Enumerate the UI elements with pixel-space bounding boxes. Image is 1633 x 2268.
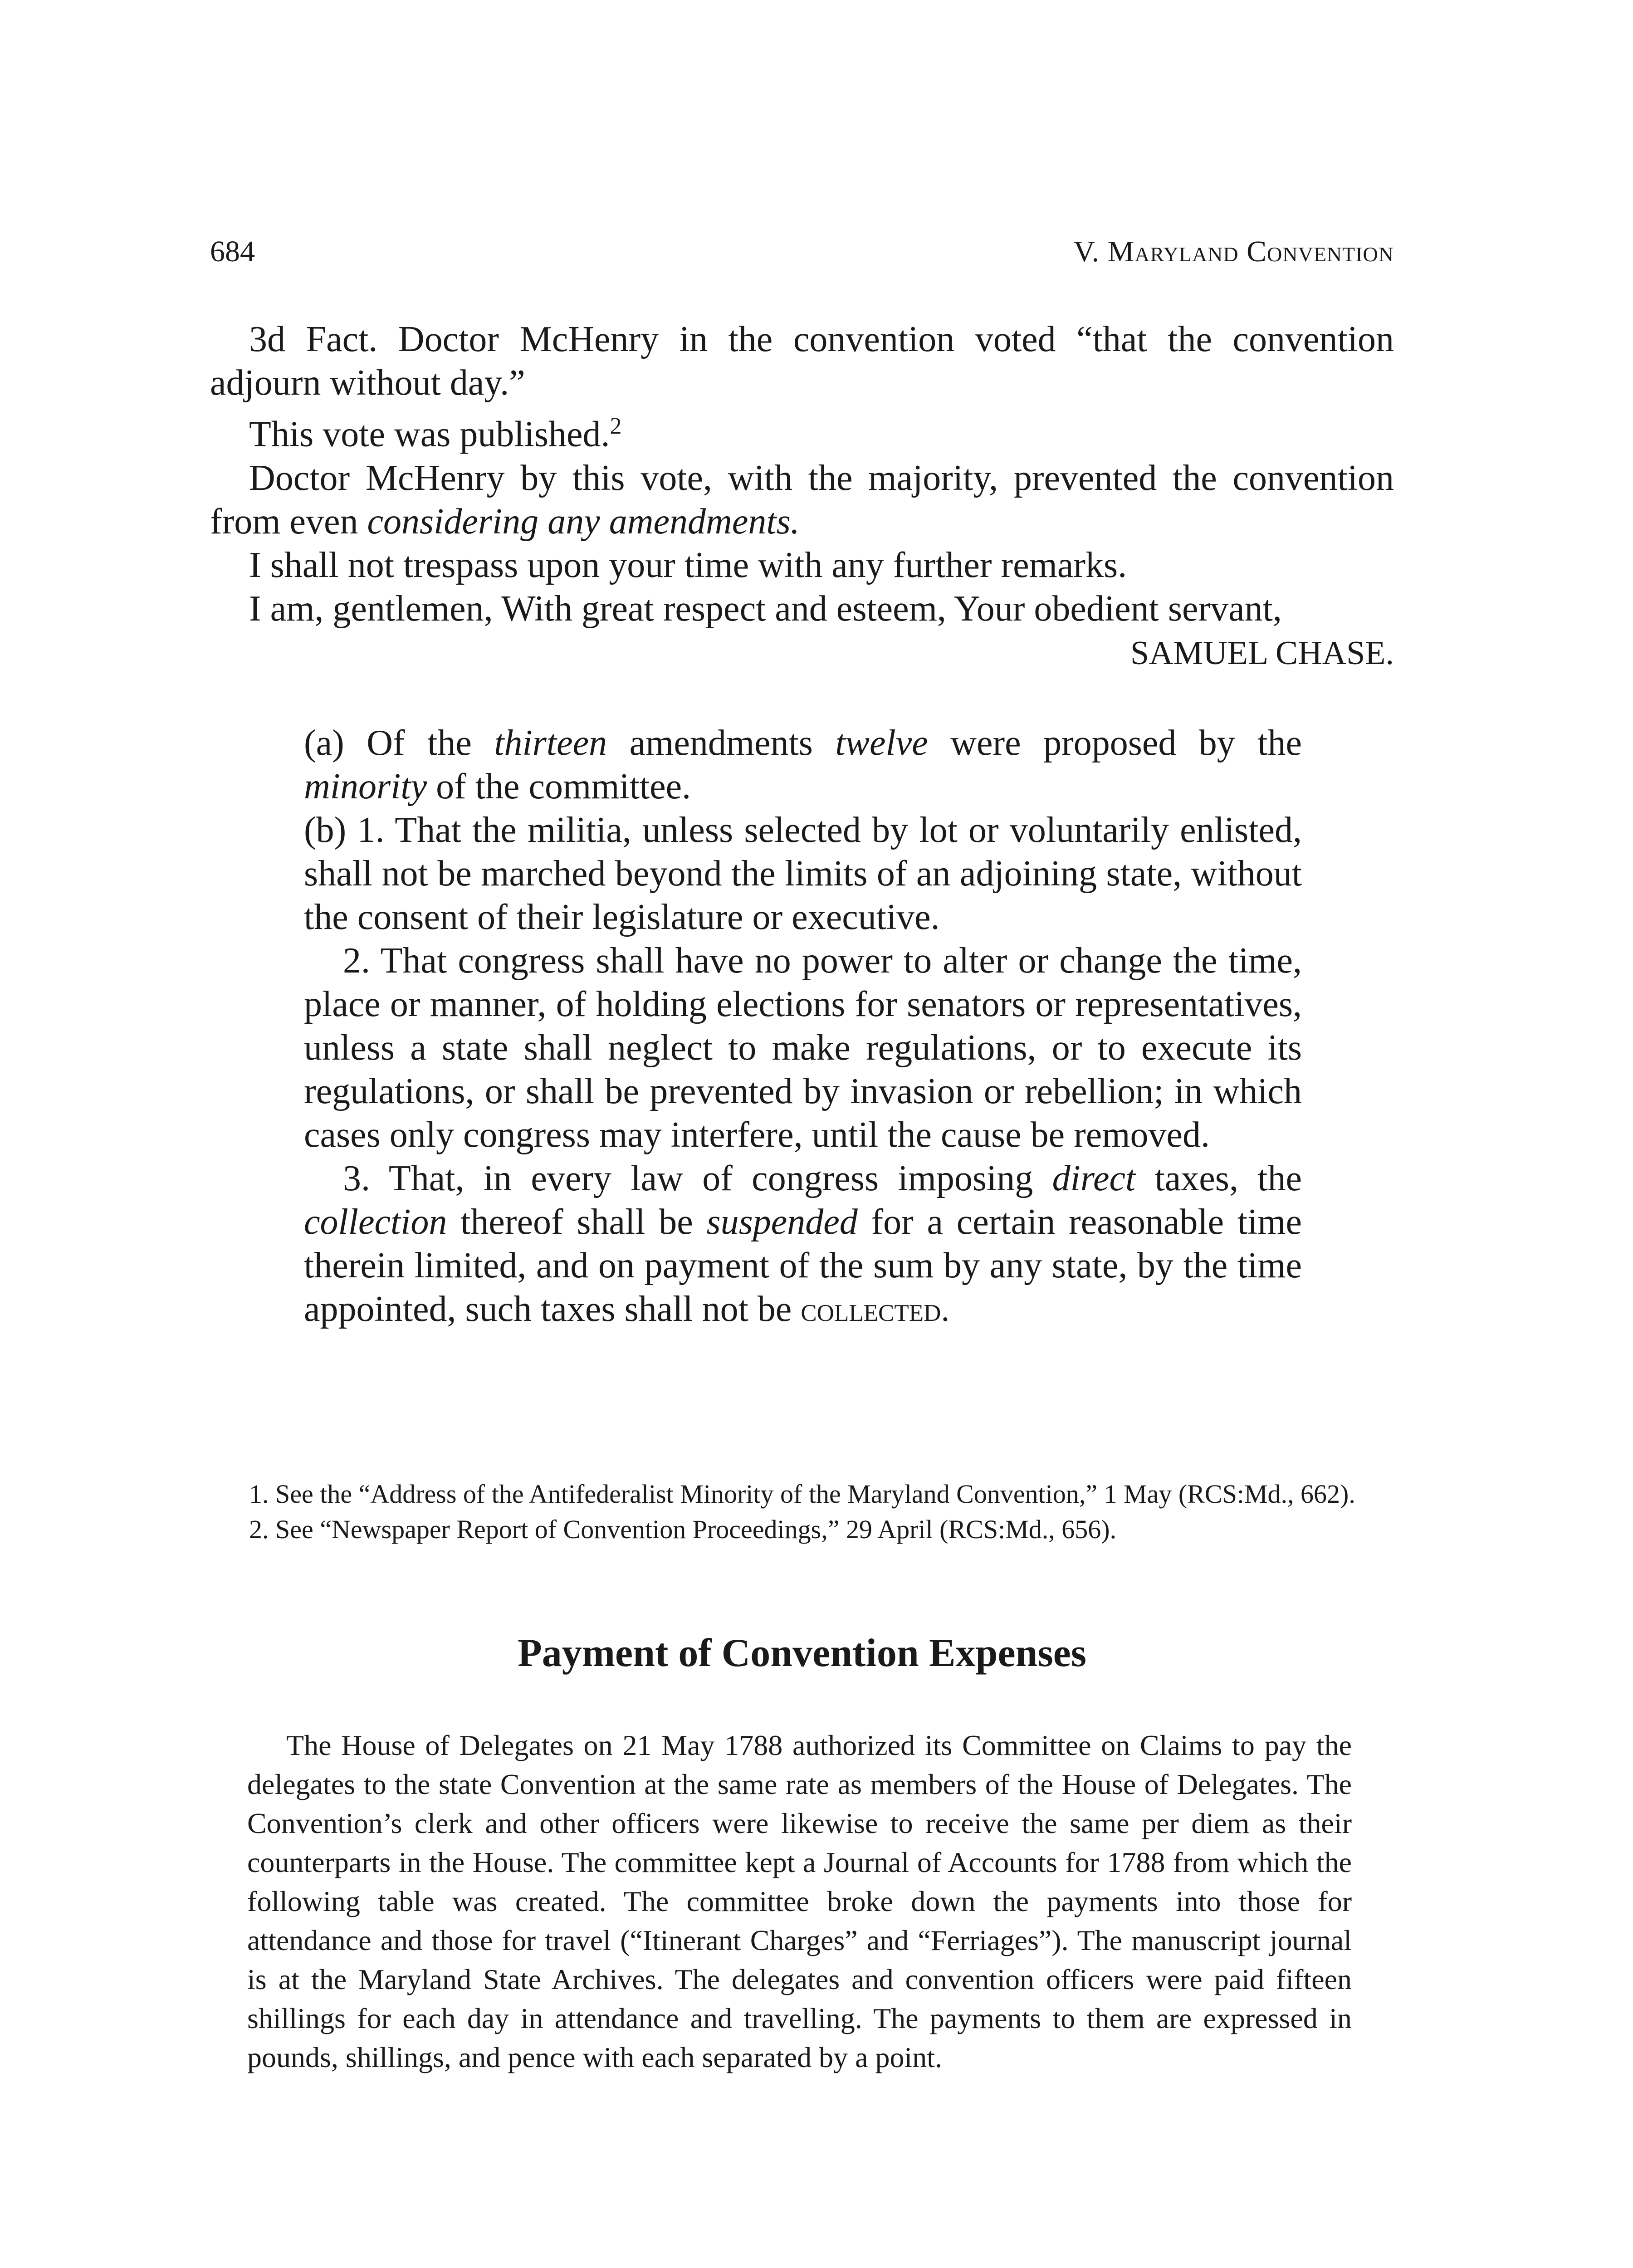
running-head-title: V. Maryland Convention: [1073, 235, 1394, 268]
section-body: [247, 1726, 1352, 2077]
page-number: 684: [210, 235, 255, 268]
published-paragraph: This vote was published.$^2$: [249, 413, 622, 455]
footnote-1: 1. See the “Address of the Antifederalist Minority of the Maryland Convention,” 1 May (RCS:Md., 662).: [249, 1479, 1355, 1509]
running-head: [210, 227, 1394, 277]
note-a: (a) Of the thirteen amendments twelve were proposed by the minority of the committee.: [304, 723, 1302, 807]
trespass-paragraph: I shall not trespass upon your time with any further remarks.: [249, 545, 1127, 585]
author-notes: [304, 721, 1302, 1331]
section-heading: Payment of Convention Expenses: [517, 1631, 1087, 1675]
note-b-1: (b) 1. That the militia, unless selected by lot or voluntarily enlisted, shall not be marched beyond the limits of an adjoining state, without the consent of their legislature or executive.: [304, 810, 1302, 937]
note-b-2: 2. That congress shall have no power to alter or change the time, place or manner, of holding elections for senators or representatives, unless a state shall neglect to make regulations, or to execute its regulations, or shall be prevented by invasion or rebellion; in which cases only congress may interfere, until the cause be removed.: [304, 941, 1302, 1155]
note-b-3: 3. That, in every law of congress imposing direct taxes, the collection thereof shall be suspended for a certain reasonable time therein limited, and on payment of the sum by any state, by the time appointed, such taxes shall not be collected.: [304, 1158, 1302, 1329]
prevented-paragraph: Doctor McHenry by this vote, with the majority, prevented the convention from even considering any amendments.: [210, 458, 1394, 542]
footnote-ref-2[interactable]: 2: [610, 413, 622, 439]
signature: SAMUEL CHASE.: [1130, 634, 1394, 672]
fact-3-paragraph: 3d Fact. Doctor McHenry in the convention voted “that the convention adjourn without day.”: [210, 319, 1394, 403]
footnote-2: 2. See “Newspaper Report of Convention Proceedings,” 29 April (RCS:Md., 656).: [249, 1515, 1117, 1544]
letter-text: [210, 318, 1394, 675]
footnotes: [210, 1476, 1394, 1547]
closing-paragraph: I am, gentlemen, With great respect and esteem, Your obedient servant,: [249, 588, 1282, 629]
section-paragraph: The House of Delegates on 21 May 1788 authorized its Committee on Claims to pay the delegates to the state Convention at the same rate as members of the House of Delegates. The Convention’s clerk and other officers were likewise to receive the same per diem as their counterparts in the House. The committee kept a Journal of Accounts for 1788 from which the following table was created. The committee broke down the payments into those for attendance and those for travel (“Itinerant Charges” and “Ferriages”). The manuscript journal is at the Maryland State Archives. The delegates and convention officers were paid fifteen shillings for each day in attendance and travelling. The payments to them are expressed in pounds, shillings, and pence with each separated by a point.: [247, 1729, 1352, 2073]
